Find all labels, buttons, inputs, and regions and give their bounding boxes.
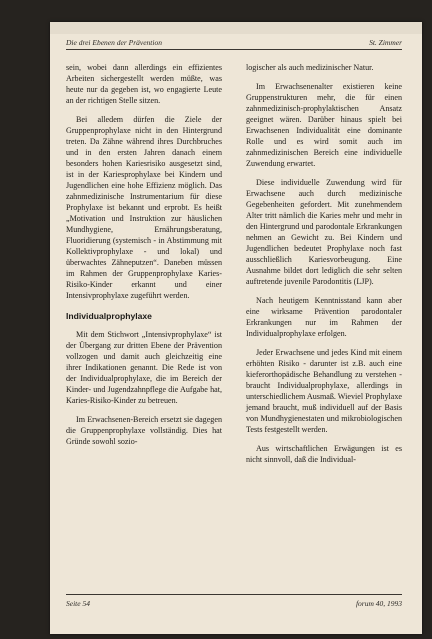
left-column [66, 62, 222, 455]
paragraph: Nach heutigem Kenntnisstand kann aber eine wirksame Prävention parodontaler Erkrankungen nur im Rahmen der Individualprophylaxe erfolgen. [246, 296, 402, 338]
paragraph: Im Erwachsenenalter existieren keine Gruppenstrukturen mehr, die für einen zahnmedizinisch-prophylaktischen Ansatz geeignet wären. Darüber hinaus spielt bei Erwachsenen Individualität eine dominante Rolle und es wird somit auch im zahnmedizinischen Bereich eine individuelle Zuwendung erwartet. [246, 82, 402, 168]
header-title: Die drei Ebenen der Prävention [66, 38, 162, 47]
journal-issue: forum 40, 1993 [355, 599, 402, 608]
header-author: St. Zimmer [369, 38, 402, 47]
running-header [66, 38, 402, 47]
paragraph: Aus wirtschaftlichen Erwägungen ist es nicht sinnvoll, daß die Individual- [246, 444, 402, 464]
paragraph: logischer als auch medizinischer Natur. [246, 63, 374, 72]
paragraph: Diese individuelle Zuwendung wird für Erwachsene auch durch medizinische Gegebenheiten gefordert. Mit zunehmendem Alter tritt nämlich die Karies mehr und mehr in den Hintergrund und parodontale Erkrankungen nehmen an Gewicht zu. Bei Kindern und Jugendlichen bedeutet Prophylaxe noch fast ausschließlich Kariesvorbeugung. Eine Ausnahme bildet dort lediglich die sehr selten auftretende juvenile Parodontitis (LJP). [246, 178, 402, 286]
section-heading: Individualprophylaxe [66, 311, 152, 321]
right-column [246, 62, 402, 473]
footer-rule [66, 594, 402, 595]
paragraph: Mit dem Stichwort „Intensivprophylaxe“ ist der Übergang zur dritten Ebene der Prävention vollzogen und damit auch gleichzeitig eine ihrer Indikationen genannt. Die Rede ist von der Individualprophylaxe, die im Bereich der Kinder- und Jugendzahnpflege die Aufgabe hat, Karies-Risiko-Kinder zu betreuen. [66, 330, 222, 405]
paragraph: Bei alledem dürfen die Ziele der Gruppenprophylaxe nicht in den Hintergrund treten. Da Zähne während ihres Durchbruches und in den ersten Jahren danach einem besonders hohen Kariesrisiko ausgesetzt sind, ist in der Kariesprophylaxe bei Kindern und Jugendlichen eine hohe Effizienz möglich. Das zahnmedizinische Instrumentarium für diese Prophylaxe ist bekannt und erprobt. Es heißt „Motivation und Instruktion zur häuslichen Mundhygiene, Ernährungsberatung, Fluoridierung (systemisch - in Abstimmung mit Kollektivprophylaxe - und lokal) und überwachtes Zähneputzen“. Daneben müssen im Rahmen der Gruppenprophylaxe Karies-Risiko-Kinder erkannt und einer Intensivprophylaxe zugeführt werden. [66, 115, 222, 300]
running-footer [66, 599, 402, 608]
page-number: Seite 54 [66, 599, 90, 608]
header-rule [66, 49, 402, 50]
document-page [50, 22, 422, 634]
paragraph: sein, wobei dann allerdings ein effizientes Arbeiten sichergestellt werden müßte, was heute nur da gegeben ist, wo engagierte Leute an der richtigen Stelle sitzen. [66, 63, 222, 105]
paragraph: Jeder Erwachsene und jedes Kind mit einem erhöhten Risiko - darunter ist z.B. auch eine kieferorthopädische Behandlung zu verstehen - braucht Individualprophylaxe, allerdings in unterschiedlichem Ausmaß. Wieviel Prophylaxe jemand braucht, muß individuell auf der Basis von Mundhygienestaten und mikrobiologischen Tests festgestellt werden. [246, 348, 402, 434]
paragraph: Im Erwachsenen-Bereich ersetzt sie dagegen die Gruppenprophylaxe vollständig. Dies hat Gründe sowohl sozio- [66, 415, 222, 446]
page-top-strip [50, 22, 422, 34]
